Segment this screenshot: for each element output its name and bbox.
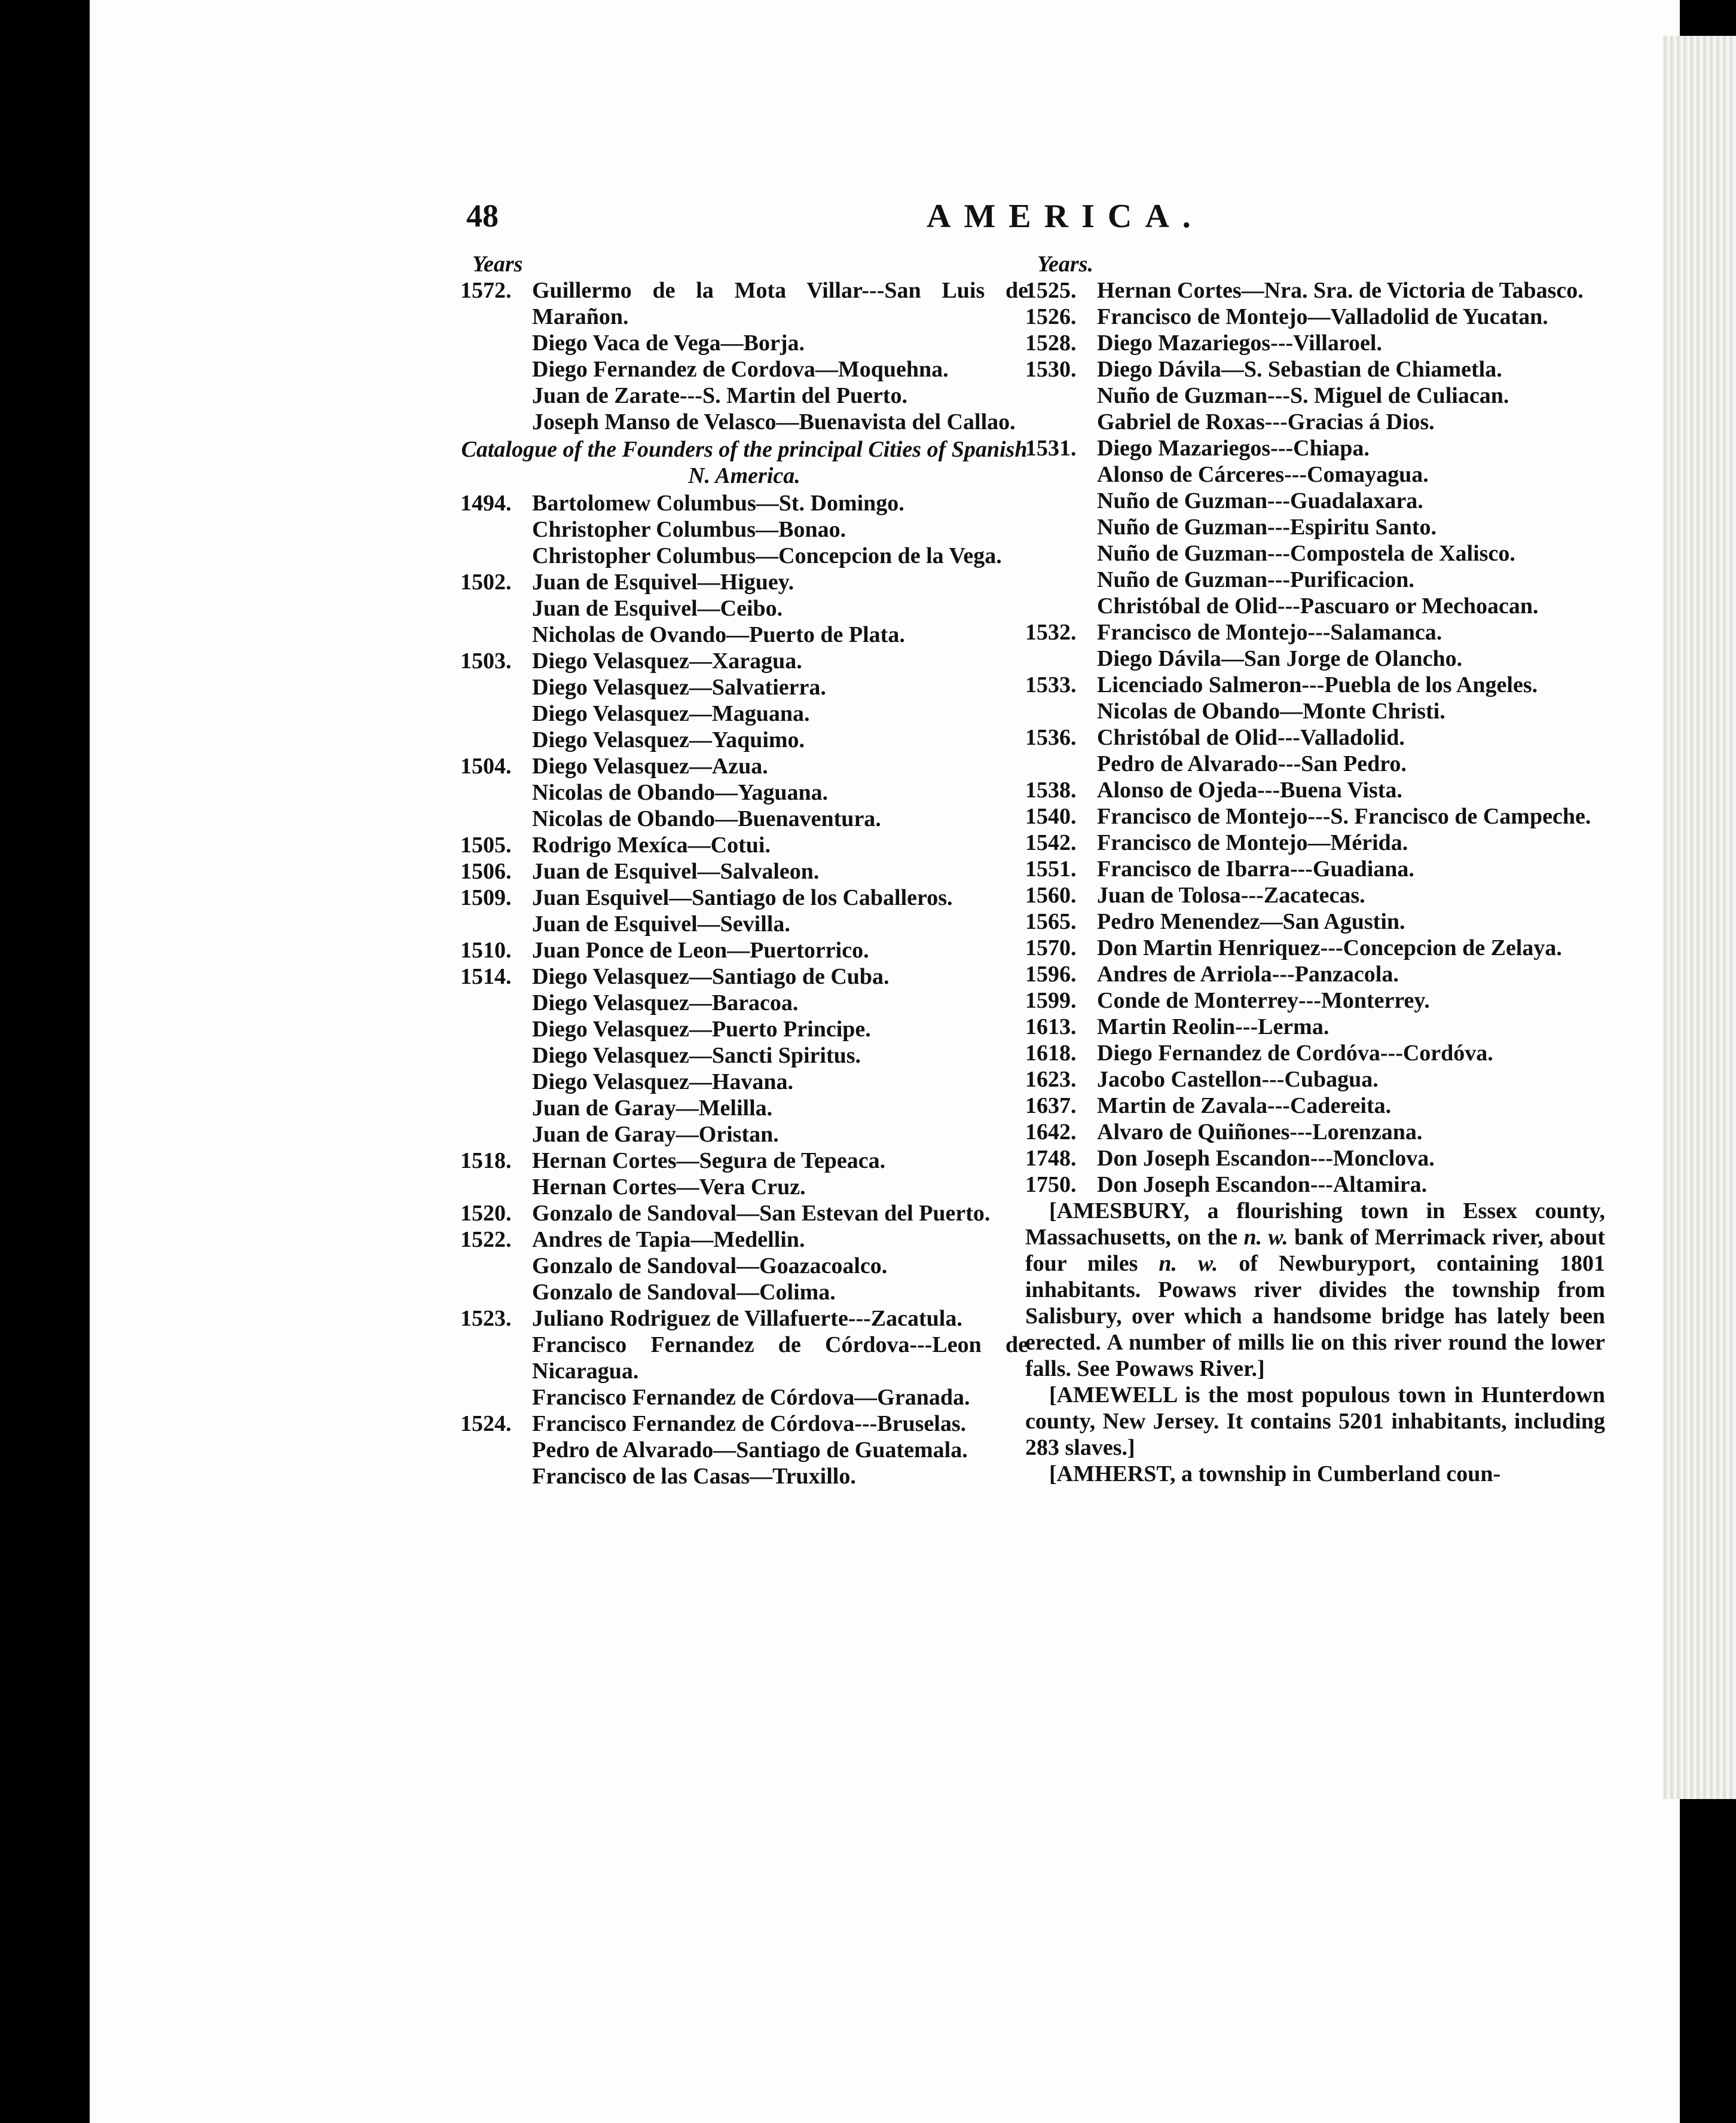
entry-text: Francisco de Ibarra---Guadiana.: [1097, 856, 1414, 882]
entry-row: [1025, 935, 1605, 961]
entry-year: [460, 727, 532, 753]
entry-row: [1025, 304, 1605, 330]
entry-year: 1502.: [460, 570, 512, 595]
entry-row: [1025, 1171, 1605, 1198]
facing-page-edge: [1662, 36, 1736, 1799]
entry-row: [1025, 830, 1605, 856]
article-text: of Newburyport, containing 1801 inhabitants. Powaws river divides the township from Salisbury, over which a handsome bridge has lately been erected. A number of mills lie on this river round the lower falls. See Powaws River.]: [1025, 1251, 1605, 1381]
entry-text: Joseph Manso de Velasco—Buenavista del Callao.: [532, 409, 1016, 435]
entry-year: 1531.: [1025, 436, 1077, 461]
entry-row: [1025, 540, 1605, 567]
entry-text: Diego Velasquez—Sancti Spiritus.: [532, 1043, 861, 1068]
entry-row: [460, 779, 1028, 806]
entry-year: [460, 622, 532, 648]
entry-year: [460, 1174, 532, 1200]
entry-year: 1623.: [1025, 1067, 1077, 1092]
entry-text: Diego Velasquez—Azua.: [532, 754, 768, 779]
entry-text: Juan de Esquivel—Ceibo.: [532, 596, 783, 621]
entry-text: Pedro Menendez—San Agustin.: [1097, 909, 1405, 934]
entry-text: Diego Velasquez—Xaragua.: [532, 648, 802, 674]
entry-text: Francisco Fernandez de Córdova---Leon de Nicaragua.: [532, 1332, 1028, 1384]
entry-year: 1565.: [1025, 909, 1077, 934]
page-number: 48: [466, 198, 499, 234]
entry-text: Francisco de Montejo—Valladolid de Yucatan.: [1097, 304, 1548, 329]
entry-list: [460, 277, 1028, 435]
entry-row: [460, 700, 1028, 727]
entry-year: 1525.: [1025, 278, 1077, 303]
entry-year: [1025, 409, 1097, 435]
entry-year: [460, 383, 532, 409]
entry-year: [460, 1121, 532, 1148]
entry-text: Nicolas de Obando—Yaguana.: [532, 780, 829, 805]
left-column: [460, 251, 1028, 1489]
years-label: Years.: [1037, 252, 1093, 277]
entry-year: [1025, 698, 1097, 724]
article-abbrev: n. w.: [1159, 1251, 1218, 1276]
entry-year: [460, 1332, 532, 1384]
entry-year: 1506.: [460, 859, 512, 884]
entry-year: [460, 674, 532, 700]
entry-text: Nuño de Guzman---Compostela de Xalisco.: [1097, 541, 1515, 566]
entry-year: 1750.: [1025, 1172, 1077, 1197]
entry-year: 1599.: [1025, 988, 1077, 1013]
entry-year: [460, 1279, 532, 1305]
entry-text: Nuño de Guzman---Espiritu Santo.: [1097, 515, 1437, 540]
entry-text: Conde de Monterrey---Monterrey.: [1097, 988, 1430, 1013]
entry-year: [460, 779, 532, 806]
entry-text: Francisco Fernandez de Córdova---Bruselas.: [532, 1411, 967, 1436]
entry-row: [460, 1226, 1028, 1253]
entry-row: [1025, 567, 1605, 593]
entry-text: Juan Ponce de Leon—Puertorrico.: [532, 938, 869, 963]
entry-row: [460, 1016, 1028, 1042]
entry-year: [460, 1253, 532, 1279]
entry-year: 1526.: [1025, 304, 1077, 329]
entry-year: [460, 1095, 532, 1121]
entry-text: Diego Velasquez—Santiago de Cuba.: [532, 964, 890, 989]
entry-year: 1637.: [1025, 1093, 1077, 1118]
article-abbrev: n. w.: [1243, 1225, 1288, 1250]
entry-text: Alonso de Ojeda---Buena Vista.: [1097, 778, 1402, 803]
entry-text: Andres de Arriola---Panzacola.: [1097, 962, 1399, 987]
entry-row: [1025, 777, 1605, 803]
entry-row: [460, 409, 1028, 435]
entry-row: [1025, 908, 1605, 935]
entry-row: [1025, 488, 1605, 514]
entry-year: [1025, 593, 1097, 619]
entry-year: 1596.: [1025, 962, 1077, 987]
entry-text: Don Joseph Escandon---Altamira.: [1097, 1172, 1428, 1197]
entry-year: [460, 990, 532, 1016]
entry-row: [460, 885, 1028, 911]
entry-text: Diego Velasquez—Maguana.: [532, 701, 810, 726]
entry-text: Juan Esquivel—Santiago de los Caballeros.: [532, 885, 953, 910]
entry-year: [460, 911, 532, 937]
entry-text: Martin Reolin---Lerma.: [1097, 1014, 1329, 1039]
article-amewell: [AMEWELL is the most populous town in Hunterdown county, New Jersey. It contains 5201 inhabitants, including 283 slaves.]: [1025, 1382, 1605, 1460]
entry-year: [1025, 383, 1097, 409]
entry-row: [460, 1463, 1028, 1489]
entry-row: [1025, 593, 1605, 619]
entry-year: 1618.: [1025, 1041, 1077, 1066]
entry-year: 1524.: [460, 1411, 512, 1436]
entry-row: [1025, 277, 1605, 304]
entry-row: [460, 1332, 1028, 1384]
entry-text: Nuño de Guzman---Purificacion.: [1097, 567, 1414, 592]
entry-year: 1540.: [1025, 804, 1077, 829]
entry-year: [1025, 514, 1097, 540]
entry-row: [1025, 698, 1605, 724]
entry-row: [460, 1253, 1028, 1279]
entry-row: [1025, 356, 1605, 383]
entry-row: [1025, 435, 1605, 461]
entry-row: [460, 1411, 1028, 1437]
entry-text: Diego Dávila—San Jorge de Olancho.: [1097, 646, 1463, 671]
entry-text: Diego Velasquez—Baracoa.: [532, 990, 799, 1015]
entry-row: [1025, 646, 1605, 672]
entry-year: 1530.: [1025, 357, 1077, 382]
entry-year: 1514.: [460, 964, 512, 989]
entry-row: [460, 727, 1028, 753]
entry-text: Nicolas de Obando—Monte Christi.: [1097, 699, 1445, 724]
entry-year: 1542.: [1025, 830, 1077, 855]
entry-text: Gabriel de Roxas---Gracias á Dios.: [1097, 409, 1435, 435]
entry-text: Diego Mazariegos---Villaroel.: [1097, 331, 1382, 356]
entry-row: [1025, 751, 1605, 777]
entry-text: Diego Fernandez de Cordóva---Cordóva.: [1097, 1041, 1493, 1066]
entry-year: [460, 595, 532, 622]
entry-row: [460, 356, 1028, 383]
entry-text: Andres de Tapia—Medellin.: [532, 1227, 805, 1252]
entry-row: [460, 1121, 1028, 1148]
entry-row: [1025, 383, 1605, 409]
entry-row: [1025, 882, 1605, 908]
entry-text: Juan de Esquivel—Salvaleon.: [532, 859, 820, 884]
entry-year: 1520.: [460, 1201, 512, 1226]
entry-text: Diego Velasquez—Puerto Principe.: [532, 1017, 871, 1042]
entry-row: [460, 963, 1028, 990]
catalogue-heading: Catalogue of the Founders of the principal Cities of Spanish N. America.: [461, 437, 1028, 488]
entry-text: Gonzalo de Sandoval—Goazacoalco.: [532, 1253, 888, 1278]
entry-text: Diego Dávila—S. Sebastian de Chiametla.: [1097, 357, 1502, 382]
entry-text: Christopher Columbus—Concepcion de la Vega.: [532, 543, 1002, 568]
entry-row: [460, 569, 1028, 595]
entry-text: Francisco de las Casas—Truxillo.: [532, 1464, 856, 1489]
entry-year: [1025, 751, 1097, 777]
entry-row: [1025, 461, 1605, 488]
entry-row: [460, 911, 1028, 937]
entry-year: 1518.: [460, 1148, 512, 1173]
entry-year: 1613.: [1025, 1014, 1077, 1039]
entry-year: 1560.: [1025, 883, 1077, 908]
entry-row: [460, 543, 1028, 569]
entry-row: [1025, 672, 1605, 698]
entry-year: [460, 543, 532, 569]
entry-row: [460, 1069, 1028, 1095]
running-title: AMERICA.: [927, 198, 1204, 235]
entry-row: [460, 753, 1028, 779]
entry-text: Don Joseph Escandon---Monclova.: [1097, 1146, 1435, 1171]
entry-row: [1025, 514, 1605, 540]
entry-text: Hernan Cortes—Vera Cruz.: [532, 1174, 806, 1200]
entry-year: 1510.: [460, 938, 512, 963]
entry-year: [460, 516, 532, 543]
entry-text: Jacobo Castellon---Cubagua.: [1097, 1067, 1379, 1092]
entry-year: 1532.: [1025, 620, 1077, 645]
entry-row: [460, 1305, 1028, 1332]
entry-row: [460, 832, 1028, 858]
entry-year: [460, 806, 532, 832]
right-column: [1025, 251, 1605, 1487]
entry-row: [460, 1148, 1028, 1174]
entry-row: [460, 516, 1028, 543]
entry-row: [1025, 1093, 1605, 1119]
entry-text: Hernan Cortes—Segura de Tepeaca.: [532, 1148, 886, 1173]
entry-text: Francisco Fernandez de Córdova—Granada.: [532, 1385, 970, 1410]
entry-year: 1503.: [460, 648, 512, 674]
entry-row: [460, 277, 1028, 330]
entry-year: [1025, 540, 1097, 567]
entry-row: [460, 622, 1028, 648]
entry-row: [460, 595, 1028, 622]
entry-year: 1504.: [460, 754, 512, 779]
entry-row: [460, 990, 1028, 1016]
entry-text: Diego Velasquez—Havana.: [532, 1069, 794, 1094]
entry-text: Juan de Esquivel—Sevilla.: [532, 911, 790, 937]
entry-row: [460, 648, 1028, 674]
entry-year: [460, 700, 532, 727]
entry-row: [460, 1279, 1028, 1305]
entry-text: Alvaro de Quiñones---Lorenzana.: [1097, 1119, 1423, 1145]
entry-year: [460, 330, 532, 356]
entry-row: [1025, 1014, 1605, 1040]
entry-text: Juan de Esquivel—Higuey.: [532, 570, 794, 595]
entry-text: Don Martin Henriquez---Concepcion de Zelaya.: [1097, 935, 1562, 960]
entry-row: [1025, 1066, 1605, 1093]
entry-year: 1533.: [1025, 672, 1077, 698]
entry-text: Diego Fernandez de Cordova—Moquehna.: [532, 357, 949, 382]
entry-text: Gonzalo de Sandoval—Colima.: [532, 1280, 836, 1305]
entry-row: [1025, 987, 1605, 1014]
entry-row: [1025, 1119, 1605, 1145]
entry-year: [1025, 461, 1097, 488]
entry-text: Nuño de Guzman---S. Miguel de Culiacan.: [1097, 383, 1509, 408]
entry-year: 1538.: [1025, 778, 1077, 803]
entry-text: Christóbal de Olid---Valladolid.: [1097, 725, 1405, 750]
entry-year: [1025, 567, 1097, 593]
entry-text: Gonzalo de Sandoval—San Estevan del Puerto.: [532, 1201, 991, 1226]
entry-year: [460, 1016, 532, 1042]
entry-text: Pedro de Alvarado—Santiago de Guatemala.: [532, 1437, 968, 1463]
article-amherst: [AMHERST, a township in Cumberland coun-: [1049, 1461, 1501, 1486]
article-text: bank of Merrimack river, about four miles: [1025, 1225, 1605, 1276]
entry-text: Pedro de Alvarado---San Pedro.: [1097, 751, 1407, 776]
entry-year: [1025, 646, 1097, 672]
entry-year: [460, 1384, 532, 1411]
entry-text: Guillermo de la Mota Villar---San Luis de Marañon.: [532, 278, 1028, 329]
entry-text: Francisco de Montejo---Salamanca.: [1097, 620, 1442, 645]
entry-row: [460, 1200, 1028, 1226]
years-label: Years: [472, 252, 523, 277]
entry-row: [460, 1437, 1028, 1463]
entry-row: [1025, 330, 1605, 356]
entry-year: [460, 409, 532, 435]
entry-text: Francisco de Montejo—Mérida.: [1097, 830, 1408, 855]
entry-year: 1522.: [460, 1227, 512, 1252]
entry-year: 1494.: [460, 491, 512, 516]
entry-row: [1025, 724, 1605, 751]
entry-year: 1505.: [460, 833, 512, 858]
entry-list: [1025, 277, 1605, 1198]
entry-row: [1025, 1040, 1605, 1066]
entry-row: [1025, 1145, 1605, 1171]
entry-text: Francisco de Montejo---S. Francisco de Campeche.: [1097, 804, 1591, 829]
entry-text: Martin de Zavala---Cadereita.: [1097, 1093, 1392, 1118]
entry-list: [460, 490, 1028, 1489]
entry-row: [460, 490, 1028, 516]
entry-row: [1025, 856, 1605, 882]
entry-year: 1570.: [1025, 935, 1077, 960]
entry-row: [1025, 619, 1605, 646]
entry-year: 1523.: [460, 1306, 512, 1331]
entry-year: 1509.: [460, 885, 512, 910]
entry-year: 1528.: [1025, 331, 1077, 356]
article-amesbury: [1025, 1198, 1605, 1382]
entry-row: [460, 937, 1028, 963]
entry-year: 1572.: [460, 278, 512, 303]
entry-text: Diego Velasquez—Salvatierra.: [532, 675, 826, 700]
entry-year: 1536.: [1025, 725, 1077, 750]
entry-text: Alonso de Cárceres---Comayagua.: [1097, 462, 1429, 487]
entry-text: Juan de Garay—Melilla.: [532, 1096, 773, 1121]
page-header: [466, 197, 1602, 251]
entry-text: Christóbal de Olid---Pascuaro or Mechoacan.: [1097, 594, 1539, 619]
entry-year: [460, 1437, 532, 1463]
entry-row: [460, 383, 1028, 409]
entry-row: [460, 1174, 1028, 1200]
entry-row: [460, 1384, 1028, 1411]
entry-row: [1025, 961, 1605, 987]
entry-year: 1748.: [1025, 1146, 1077, 1171]
entry-year: [460, 1042, 532, 1069]
entry-row: [460, 806, 1028, 832]
entry-row: [1025, 803, 1605, 830]
entry-text: Nicolas de Obando—Buenaventura.: [532, 806, 881, 831]
entry-row: [460, 1095, 1028, 1121]
entry-text: Hernan Cortes—Nra. Sra. de Victoria de Tabasco.: [1097, 278, 1584, 303]
entry-year: [460, 356, 532, 383]
entry-text: Diego Velasquez—Yaquimo.: [532, 727, 805, 752]
entry-text: Nicholas de Ovando—Puerto de Plata.: [532, 622, 905, 647]
entry-text: Licenciado Salmeron---Puebla de los Angeles.: [1097, 672, 1538, 698]
entry-year: [460, 1463, 532, 1489]
entry-text: Diego Vaca de Vega—Borja.: [532, 331, 805, 356]
entry-year: [460, 1069, 532, 1095]
entry-year: 1642.: [1025, 1119, 1077, 1145]
entry-year: [1025, 488, 1097, 514]
entry-text: Christopher Columbus—Bonao.: [532, 517, 846, 542]
entry-row: [460, 1042, 1028, 1069]
entry-text: Juan de Tolosa---Zacatecas.: [1097, 883, 1365, 908]
entry-row: [460, 858, 1028, 885]
entry-text: Diego Mazariegos---Chiapa.: [1097, 436, 1370, 461]
entry-text: Nuño de Guzman---Guadalaxara.: [1097, 488, 1423, 513]
entry-text: Rodrigo Mexíca—Cotui.: [532, 833, 771, 858]
article-text: [AMESBURY, a flourishing town in Essex county, Massachusetts, on the: [1025, 1198, 1605, 1250]
entry-row: [1025, 409, 1605, 435]
entry-text: Juan de Garay—Oristan.: [532, 1122, 779, 1147]
entry-year: 1551.: [1025, 856, 1077, 882]
entry-row: [460, 674, 1028, 700]
entry-text: Juan de Zarate---S. Martin del Puerto.: [532, 383, 907, 408]
entry-text: Bartolomew Columbus—St. Domingo.: [532, 491, 904, 516]
entry-text: Juliano Rodriguez de Villafuerte---Zacatula.: [532, 1306, 962, 1331]
entry-row: [460, 330, 1028, 356]
